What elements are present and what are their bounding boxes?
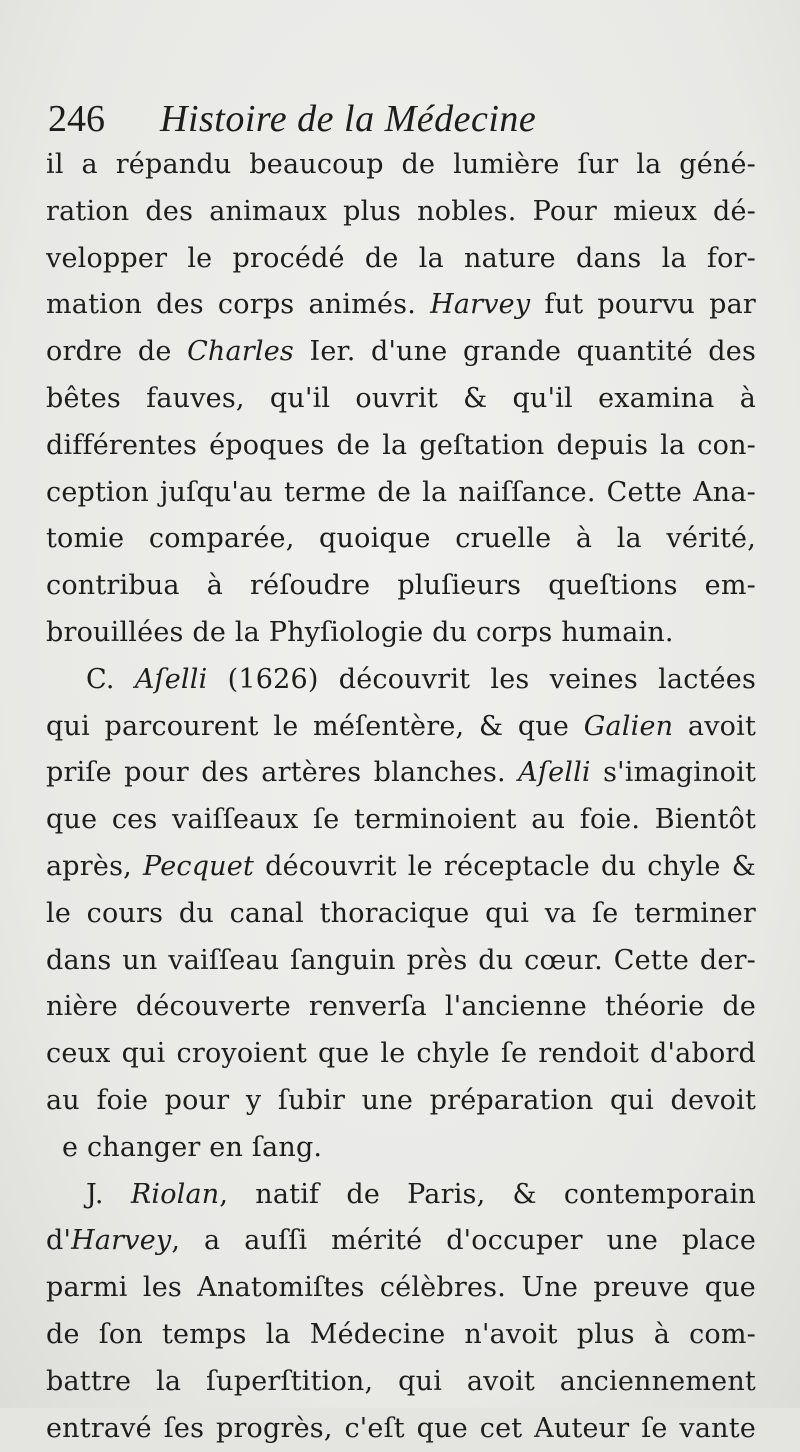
text-line — [46, 844, 756, 891]
text-segment: après, — [46, 850, 144, 882]
text-line — [46, 657, 756, 704]
text-line — [46, 938, 756, 985]
text-segment: qui parcourent le méſentère, & que — [46, 710, 584, 742]
text-line — [46, 470, 756, 517]
page-header — [48, 92, 748, 144]
text-line — [46, 142, 756, 189]
text-segment: avoit — [673, 710, 756, 742]
text-segment: mation des corps animés. — [46, 289, 431, 321]
text-line — [46, 516, 756, 563]
body-text — [46, 142, 756, 1452]
text-segment: , a auſſi mérité d'occuper une place — [171, 1225, 756, 1257]
text-segment: priſe pour des artères blanches. — [46, 757, 519, 789]
text-line — [46, 236, 756, 283]
text-segment: dans un vaiſſeau ſanguin près du cœur. Cette der- — [46, 944, 756, 976]
italic-name: Charles — [187, 336, 294, 368]
text-line — [46, 1031, 756, 1078]
text-segment: ordre de — [46, 336, 188, 368]
text-segment: velopper le procédé de la nature dans la for- — [46, 242, 756, 274]
text-line — [46, 1265, 756, 1312]
text-segment: entravé ſes progrès, c'eſt que cet Auteur ſe vante — [46, 1412, 756, 1444]
text-line — [46, 704, 756, 751]
text-line — [46, 1218, 756, 1265]
text-segment: battre la ſuperſtition, qui avoit anciennement — [46, 1365, 756, 1397]
text-segment: bêtes fauves, qu'il ouvrit & qu'il examina à — [46, 382, 756, 414]
text-segment: contribua à réſoudre pluſieurs queſtions em- — [46, 570, 756, 602]
text-segment: au foie pour y ſubir une préparation qui devoit — [46, 1084, 756, 1116]
italic-name: Galien — [583, 710, 674, 742]
text-line — [46, 1125, 756, 1172]
text-line — [46, 563, 756, 610]
text-line — [46, 984, 756, 1031]
text-segment: nière découverte renverſa l'ancienne théorie de — [46, 991, 756, 1023]
text-line — [46, 329, 756, 376]
text-segment: e changer en ſang. — [62, 1131, 323, 1163]
italic-name: Pecquet — [143, 850, 255, 882]
text-segment: différentes époques de la geſtation depuis la con- — [46, 429, 756, 461]
text-line — [46, 1078, 756, 1125]
text-segment: tomie comparée, quoique cruelle à la vérité, — [46, 523, 756, 555]
italic-name: Harvey — [430, 289, 531, 321]
italic-name: Aſelli — [518, 757, 591, 789]
text-segment: découvrit le réceptacle du chyle & — [254, 850, 756, 882]
text-line — [46, 797, 756, 844]
italic-name: Aſelli — [134, 663, 208, 695]
text-segment: (1626) découvrit les veines lactées — [207, 663, 756, 695]
text-segment: d' — [46, 1225, 72, 1257]
text-segment: que ces vaiſſeaux ſe terminoient au foie. Bientôt — [46, 804, 756, 836]
text-segment: ration des animaux plus nobles. Pour mieux dé- — [46, 195, 756, 227]
text-line — [46, 1406, 756, 1452]
text-line — [46, 423, 756, 470]
text-segment: ception juſqu'au terme de la naiſſance. Cette Ana- — [46, 476, 756, 508]
text-line — [46, 610, 756, 657]
page-number: 246 — [48, 98, 105, 140]
text-segment: de ſon temps la Médecine n'avoit plus à com- — [46, 1318, 756, 1350]
italic-name: Harvey — [71, 1225, 172, 1257]
text-line — [46, 189, 756, 236]
text-segment: parmi les Anatomiſtes célèbres. Une preuve que — [46, 1272, 756, 1304]
text-line — [46, 891, 756, 938]
text-line — [46, 282, 756, 329]
text-segment: J. — [86, 1178, 131, 1210]
text-line — [46, 1312, 756, 1359]
text-segment: brouillées de la Phyſiologie du corps humain. — [46, 616, 674, 648]
running-title: Histoire de la Médecine — [160, 98, 537, 140]
text-line — [46, 750, 756, 797]
text-line — [46, 376, 756, 423]
text-segment: fut pourvu par — [530, 289, 756, 321]
text-segment: ceux qui croyoient que le chyle ſe rendoit d'abord — [46, 1038, 756, 1070]
text-segment: , natif de Paris, & contemporain — [219, 1178, 756, 1210]
text-segment: s'imaginoit — [590, 757, 756, 789]
text-segment: il a répandu beaucoup de lumière ſur la géné- — [46, 149, 756, 180]
text-line — [46, 1359, 756, 1406]
text-segment: le cours du canal thoracique qui va ſe terminer — [46, 897, 756, 929]
text-segment: C. — [86, 663, 135, 695]
text-segment: Ier. d'une grande quantité des — [293, 336, 756, 368]
text-line — [46, 1172, 756, 1219]
italic-name: Riolan — [130, 1178, 220, 1210]
